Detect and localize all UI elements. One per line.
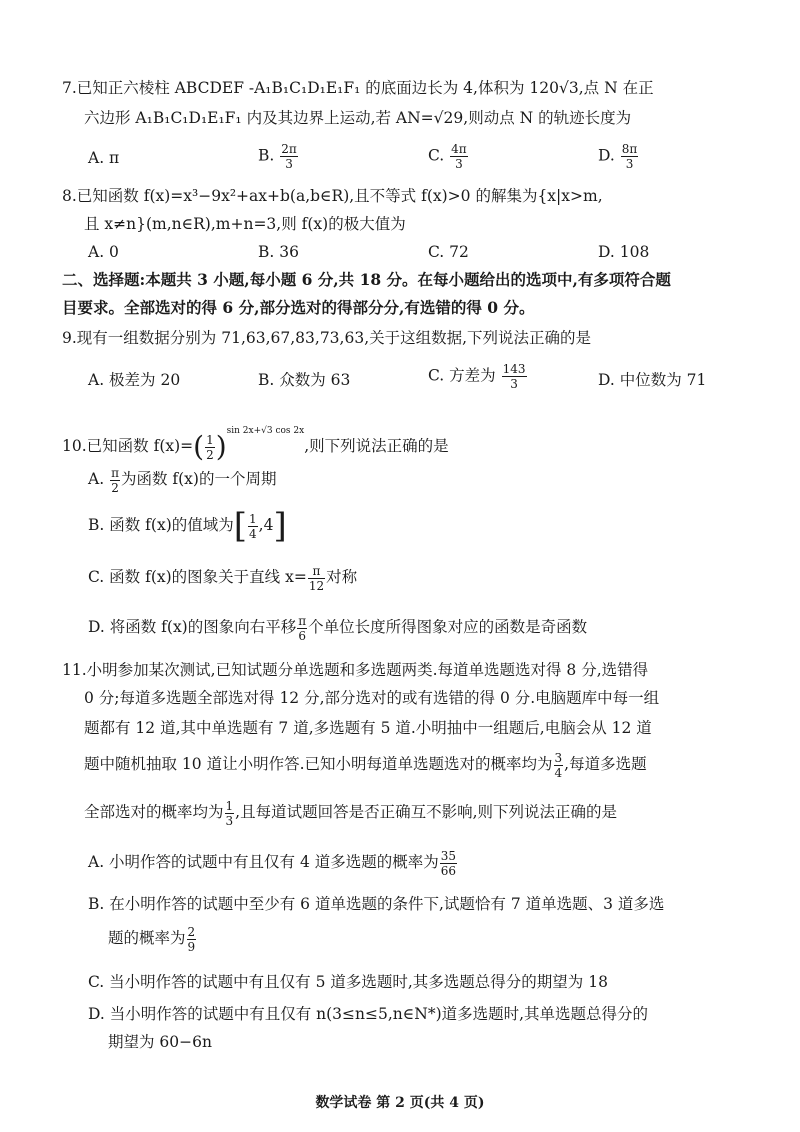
q8-option-a: A. 0 — [88, 243, 119, 261]
q9-c-num: 143 — [502, 362, 526, 376]
q11-line5-den: 3 — [225, 813, 234, 828]
section2-heading-line2: 目要求。全部选对的得 6 分,部分选对的得部分分,有选错的得 0 分。 — [62, 298, 535, 317]
q11-option-b-line1: B. 在小明作答的试题中至少有 6 道单选题的条件下,试题恰有 7 道单选题、3 道多选 — [88, 895, 665, 913]
q10-c-tail: 对称 — [326, 568, 358, 586]
q10-base-fraction — [205, 433, 215, 462]
q10-c-text: C. 函数 f(x)的图象关于直线 x= — [88, 568, 307, 586]
q10-c-num: π — [308, 564, 325, 579]
q11-line4-fraction — [554, 751, 564, 780]
q10-exponent: sin 2x+√3 cos 2x — [226, 426, 305, 436]
q10-option-b — [88, 506, 287, 546]
q10-base-den: 2 — [206, 447, 214, 462]
q10-d-fraction — [297, 614, 307, 643]
q7-option-b-fraction — [280, 142, 298, 171]
q10-b-den: 4 — [249, 526, 257, 541]
q10-right-paren: ) — [215, 430, 227, 463]
q10-a-label: A. — [88, 470, 105, 488]
q10-base-num: 1 — [206, 432, 214, 447]
q11-line5-num: 1 — [225, 798, 234, 813]
q10-c-fraction — [308, 564, 325, 593]
q11-line5-tail: ,且每道试题回答是否正确互不影响,则下列说法正确的是 — [235, 803, 618, 821]
q10-a-text: 为函数 f(x)的一个周期 — [120, 470, 277, 488]
q9-option-b: B. 众数为 63 — [258, 371, 351, 389]
q7-option-a: A. π — [88, 149, 120, 167]
q11-line4-tail: ,每道多选题 — [564, 755, 647, 773]
q10-c-den: 12 — [308, 578, 325, 593]
q9-option-c — [428, 362, 528, 391]
q10-b-text: B. 函数 f(x)的值域为 — [88, 516, 234, 534]
q9-c-den: 3 — [510, 377, 518, 391]
q7-d-den: 3 — [625, 157, 634, 171]
q11-a-num: 35 — [440, 848, 457, 863]
q10-option-a — [88, 462, 276, 496]
q10-prefix: 10.已知函数 f(x)= — [62, 437, 194, 455]
q8-option-d: D. 108 — [598, 243, 650, 261]
q11-a-text: A. 小明作答的试题中有且仅有 4 道多选题的概率为 — [88, 853, 439, 871]
q11-b-num: 2 — [187, 924, 196, 939]
q10-d-tail: 个单位长度所得图象对应的函数是奇函数 — [308, 618, 588, 636]
q7-option-d — [598, 142, 639, 171]
q7-line2: 六边形 A₁B₁C₁D₁E₁F₁ 内及其边界上运动,若 AN=√29,则动点 N 的轨迹长度为 — [84, 109, 632, 127]
q7-b-den: 3 — [285, 157, 293, 171]
q11-option-c: C. 当小明作答的试题中有且仅有 5 道多选题时,其多选题总得分的期望为 18 — [88, 973, 608, 991]
q10-a-den: 2 — [111, 480, 119, 495]
q7-c-den: 3 — [455, 157, 463, 171]
q9-line1: 9.现有一组数据分别为 71,63,67,83,73,63,关于这组数据,下列说法正确的是 — [62, 329, 592, 347]
q10-b-right-bracket: ] — [273, 506, 287, 546]
q8-line2: 且 x≠n}(m,n∈R),m+n=3,则 f(x)的极大值为 — [84, 215, 406, 233]
q9-option-d: D. 中位数为 71 — [598, 371, 707, 389]
q10-option-d — [88, 610, 587, 644]
q10-option-c — [88, 560, 357, 594]
q11-line5-fraction — [225, 799, 235, 828]
q7-option-b-label: B. — [258, 146, 275, 165]
q7-line1: 7.已知正六棱柱 ABCDEF -A₁B₁C₁D₁E₁F₁ 的底面边长为 4,体积为 120√3,点 N 在正 — [62, 79, 654, 97]
q11-line3: 题都有 12 道,其中单选题有 7 道,多选题有 5 道.小明抽中一组题后,电脑会从 12 道 — [84, 719, 652, 737]
q7-d-num: 8π — [621, 142, 638, 156]
q11-line2: 0 分;每道多选题全部选对得 12 分,部分选对的或有选错的得 0 分.电脑题库中每一组 — [84, 689, 660, 707]
q10-b-left-bracket: [ — [233, 506, 248, 546]
q11-line5 — [84, 794, 617, 830]
q10-d-num: π — [298, 613, 307, 628]
q11-line4-num: 3 — [554, 750, 563, 765]
q11-line1: 11.小明参加某次测试,已知试题分单选题和多选题两类.每道单选题选对得 8 分,选错得 — [62, 661, 649, 679]
q11-line4-den: 4 — [554, 765, 563, 780]
q11-line4 — [84, 746, 647, 782]
page-footer: 数学试卷 第 2 页(共 4 页) — [315, 1095, 485, 1111]
q9-option-c-label: C. 方差为 — [428, 366, 496, 385]
q11-a-den: 66 — [440, 863, 457, 878]
section2-heading-line1: 二、选择题:本题共 3 小题,每小题 6 分,共 18 分。在每小题给出的选项中,有多项符合题 — [62, 270, 671, 289]
q7-option-c-fraction — [450, 142, 468, 171]
q7-option-c — [428, 142, 469, 171]
q8-line1: 8.已知函数 f(x)=x³−9x²+ax+b(a,b∈R),且不等式 f(x)>0 的解集为{x|x>m, — [62, 187, 603, 205]
q7-option-d-fraction — [621, 142, 639, 171]
q11-a-fraction — [440, 849, 457, 878]
q7-option-d-label: D. — [598, 146, 615, 165]
q8-option-c: C. 72 — [428, 243, 469, 261]
q10-a-fraction — [110, 466, 120, 495]
q11-b-fraction — [187, 925, 197, 954]
q11-option-b-line2 — [108, 920, 197, 956]
q10-b-tail: ,4 — [258, 516, 274, 534]
q10-d-den: 6 — [298, 628, 306, 643]
q11-option-d-line2: 期望为 60−6n — [108, 1033, 212, 1051]
q9-option-c-fraction — [502, 362, 527, 391]
q7-option-b — [258, 142, 299, 171]
q7-b-num: 2π — [281, 142, 297, 156]
q11-line4-text: 题中随机抽取 10 道让小明作答.已知小明每道单选题选对的概率均为 — [84, 755, 553, 773]
q8-option-b: B. 36 — [258, 243, 299, 261]
q9-option-a: A. 极差为 20 — [88, 371, 181, 389]
q11-b-den: 9 — [187, 939, 196, 954]
q10-stem — [62, 414, 449, 464]
q11-b-text: 题的概率为 — [108, 929, 186, 947]
q10-left-paren: ( — [193, 430, 205, 463]
q11-option-a — [88, 844, 458, 880]
q7-c-num: 4π — [451, 142, 467, 156]
q10-b-fraction — [248, 512, 258, 541]
q7-option-c-label: C. — [428, 146, 445, 165]
q10-a-num: π — [111, 465, 119, 480]
q10-b-num: 1 — [249, 511, 257, 526]
q11-option-d-line1: D. 当小明作答的试题中有且仅有 n(3≤n≤5,n∈N*)道多选题时,其单选题总得分的 — [88, 1005, 649, 1023]
q11-line5-text: 全部选对的概率均为 — [84, 803, 224, 821]
q10-d-text: D. 将函数 f(x)的图象向右平移 — [88, 618, 297, 636]
q10-suffix: ,则下列说法正确的是 — [304, 437, 449, 455]
